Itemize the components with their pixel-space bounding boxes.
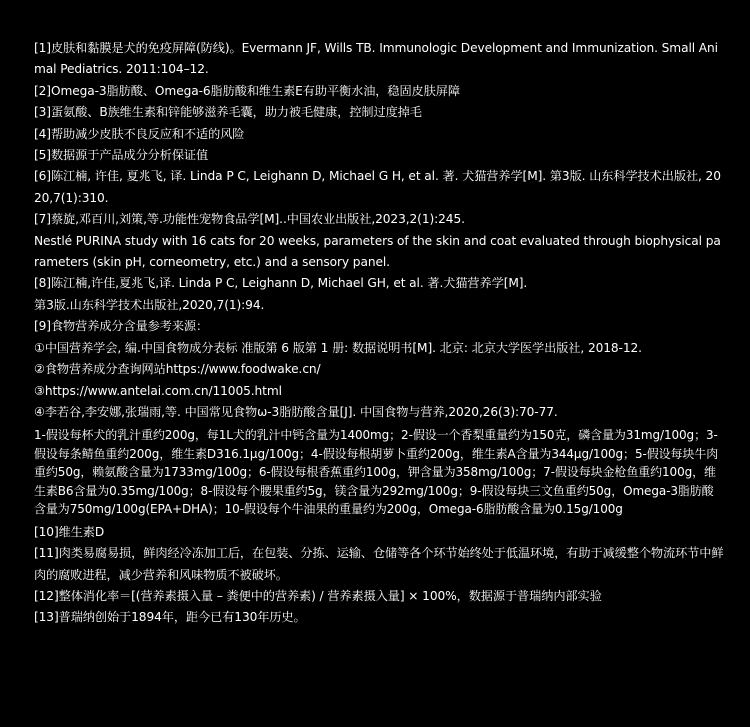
reference-6: [6]陈江楠, 许佳, 夏兆飞, 译. Linda P C, Leighann D, Michael G H, et al. 著. 犬猫营养学[M]. 第3版. 山东科学技术出版社, 2020,7(1):310. <box>34 169 721 205</box>
reference-1: [1]皮肤和黏膜是犬的免疫屏障(防线)。Evermann JF, Wills TB. Immunologic Development and Immunization. Small Animal Pediatrics. 2011:104–12. <box>34 41 718 77</box>
references-document <box>34 38 724 629</box>
reference-9-source-3: ③https://www.antelai.com.cn/11005.html <box>34 383 282 398</box>
reference-8: [8]陈江楠,许佳,夏兆飞,译. Linda P C, Leighann D, Michael GH, et al. 著.犬猫营养学[M]. <box>34 276 528 291</box>
reference-5: [5]数据源于产品成分分析保证值 <box>34 148 209 163</box>
reference-3: [3]蛋氨酸、B族维生素和锌能够滋养毛囊，助力被毛健康，控制过度掉毛 <box>34 105 422 120</box>
reference-7: [7]蔡旋,邓百川,刘策,等.功能性宠物食品学[M]..中国农业出版社,2023,2(1):245. <box>34 212 465 227</box>
reference-11: [11]肉类易腐易损，鲜肉经冷冻加工后，在包装、分拣、运输、仓储等各个环节始终处于低温环境，有助于减缓整个物流环节中鲜肉的腐败进程，减少营养和风味物质不被破坏。 <box>34 546 724 582</box>
reference-4: [4]帮助减少皮肤不良反应和不适的风险 <box>34 126 245 141</box>
reference-10: [10]维生素D <box>34 524 105 539</box>
reference-9-source-2: ②食物营养成分查询网站https://www.foodwake.cn/ <box>34 362 321 377</box>
reference-9-assumptions: 1-假设每杯犬的乳汁重约200g，每1L犬的乳汁中钙含量为1400mg；2-假设一个香梨重量约为150克，磷含量为31mg/100g；3-假设每条鲭鱼重约200g，维生素D316.1μg/100g；4-假设每根胡萝卜重约200g，维生素A含量为344μg/100g；5-假设每块牛肉重约50g，赖氨酸含量为1733mg/100g；6-假设每根香蕉重约100g，钾含量为358mg/100g；7-假设每块金枪鱼重约100g，维生素B6含量为0.35mg/100g；8-假设每个腰果重约5g，镁含量为292mg/100g；9-假设每块三文鱼重约50g，Omega-3脂肪酸含量为750mg/100g(EPA+DHA)；10-假设每个牛油果的重量约为200g，Omega-6脂肪酸含量为0.15g/100g <box>34 428 719 517</box>
reference-12: [12]整体消化率＝[(营养素摄入量 – 粪便中的营养素) / 营养素摄入量] × 100%，数据源于普瑞纳内部实验 <box>34 589 602 604</box>
reference-9-source-4: ④李若谷,李安娜,张瑞雨,等. 中国常见食物ω-3脂肪酸含量[J]. 中国食物与营养,2020,26(3):70-77. <box>34 404 558 419</box>
reference-8-continued: 第3版.山东科学技术出版社,2020,7(1):94. <box>34 297 265 312</box>
reference-7-purina-study: Nestlé PURINA study with 16 cats for 20 weeks, parameters of the skin and coat evaluated through biophysical parameters (skin pH, corneometry, etc.) and a sensory panel. <box>34 233 721 270</box>
reference-13: [13]普瑞纳创始于1894年，距今已有130年历史。 <box>34 610 306 625</box>
reference-9-heading: [9]食物营养成分含量参考来源： <box>34 319 209 334</box>
reference-2: [2]Omega-3脂肪酸、Omega-6脂肪酸和维生素E有助平衡水油，稳固皮肤屏障 <box>34 83 460 98</box>
reference-9-source-1: ①中国营养学会, 编.中国食物成分表标 准版第 6 版第 1 册: 数据说明书[M]. 北京: 北京大学医学出版社, 2018-12. <box>34 340 642 355</box>
